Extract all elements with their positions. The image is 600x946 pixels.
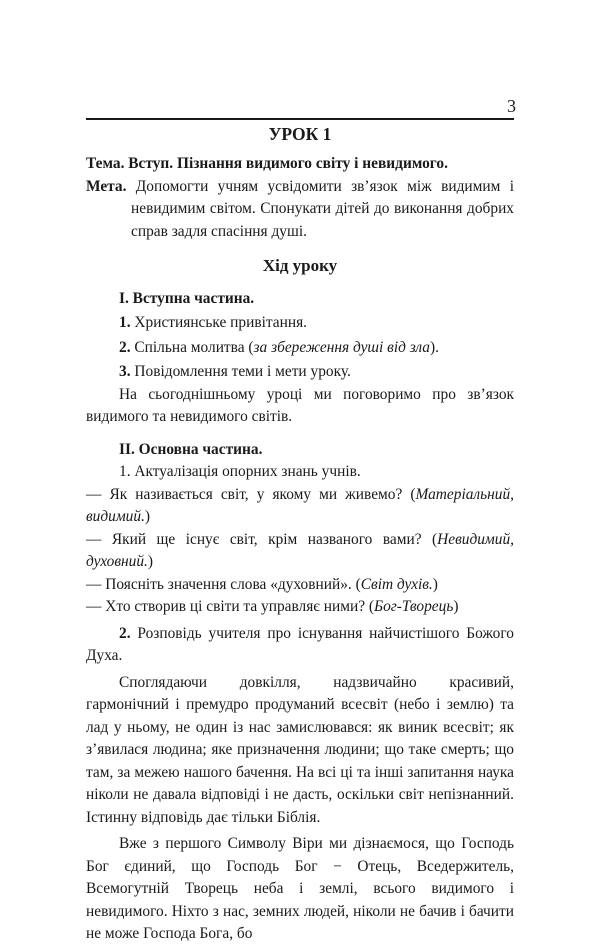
intro-item-2-italic: за збереження душі від зла: [253, 338, 430, 356]
question-2-answer: Невидимий, духовний.: [86, 530, 514, 570]
intro-paragraph: На сьогоднішньому уроці ми поговоримо про зв’язок видимого та невидимого світів.: [86, 385, 514, 425]
intro-item-2-end: ).: [429, 338, 439, 356]
question-1-answer: Матеріальний, видимий.: [86, 485, 514, 525]
page-content: [86, 118, 514, 946]
teacher-paragraph-1: Споглядаючи довкілля, надзвичайно красивий, гармонічний і премудро продуманий всесвіт (небо і землю) та лад у ньому, не один із нас замислювався: як виник всесвіт; як з’явилася людина; яке призначення людини; що таке смерть; що там, за межею нашого бачення. На всі ці та інші запитання наука ніколи не давала відповіді і не дасть, оскільки світ непізнанний. Істинну відповідь дає тільки Біблія.: [86, 673, 514, 826]
page-number: 3: [507, 96, 516, 116]
intro-item-3-num: 3.: [119, 363, 131, 380]
intro-item-3-text: Повідомлення теми і мети уроку.: [130, 363, 351, 380]
question-2: [86, 529, 514, 574]
question-1-end: ): [144, 508, 151, 525]
main-item-1: 1. Актуалізація опорних знань учнів.: [119, 463, 361, 480]
section-main-heading: II. Основна частина.: [119, 440, 263, 458]
question-4-end: ): [453, 598, 459, 615]
goal-text: Допомогти учням усвідомити зв’язок між видимим і невидимим світом. Спонукати дітей до виконання добрих справ задля спасіння душі.: [126, 177, 514, 240]
question-3: [86, 574, 514, 597]
main-item-2: [86, 623, 514, 668]
intro-item-2-num: 2.: [119, 338, 131, 356]
question-4-text: — Хто створив ці світи та управляє ними? (: [86, 598, 375, 615]
main-item-2-text: Розповідь учителя про існування найчистішого Божого Духа.: [86, 624, 514, 664]
lesson-progress-heading: Хід уроку: [262, 256, 338, 275]
topic-line: Тема. Вступ. Пізнання видимого світу і невидимого.: [86, 155, 448, 172]
section-intro-heading: I. Вступна частина.: [119, 289, 255, 307]
teacher-paragraph-2: Вже з першого Символу Віри ми дізнаємося, що Господь Бог єдиний, що Господь Бог − Отець, Вседержитель, Всемогутній Творець неба і землі, всього видимого і невидимого. Ніхто з нас, земних людей, ніколи не бачив і бачити не може Господа Бога, бо: [86, 835, 514, 942]
intro-item-1-num: 1.: [119, 314, 131, 331]
goal-paragraph: [86, 176, 514, 244]
goal-label: Мета.: [86, 177, 127, 195]
intro-item-2-text: Спільна молитва (: [130, 338, 254, 356]
intro-item-3: [86, 361, 514, 384]
lesson-title: УРОК 1: [268, 124, 332, 144]
intro-item-1: [86, 312, 514, 335]
intro-item-2: [86, 337, 514, 360]
main-item-2-num: 2.: [119, 624, 131, 642]
question-3-end: ): [432, 575, 438, 593]
question-3-text: — Поясніть значення слова «духовний». (: [86, 575, 361, 593]
question-1: [86, 484, 514, 529]
question-4-answer: Бог-Творець: [374, 598, 454, 615]
question-1-text: — Як називається світ, у якому ми живемо? (: [86, 485, 416, 503]
question-4: [86, 596, 514, 619]
question-3-answer: Світ духів.: [360, 575, 433, 593]
intro-item-1-text: Християнське привітання.: [130, 314, 308, 331]
question-2-text: — Який ще існує світ, крім названого вами? (: [86, 530, 438, 548]
question-2-end: ): [147, 553, 154, 570]
